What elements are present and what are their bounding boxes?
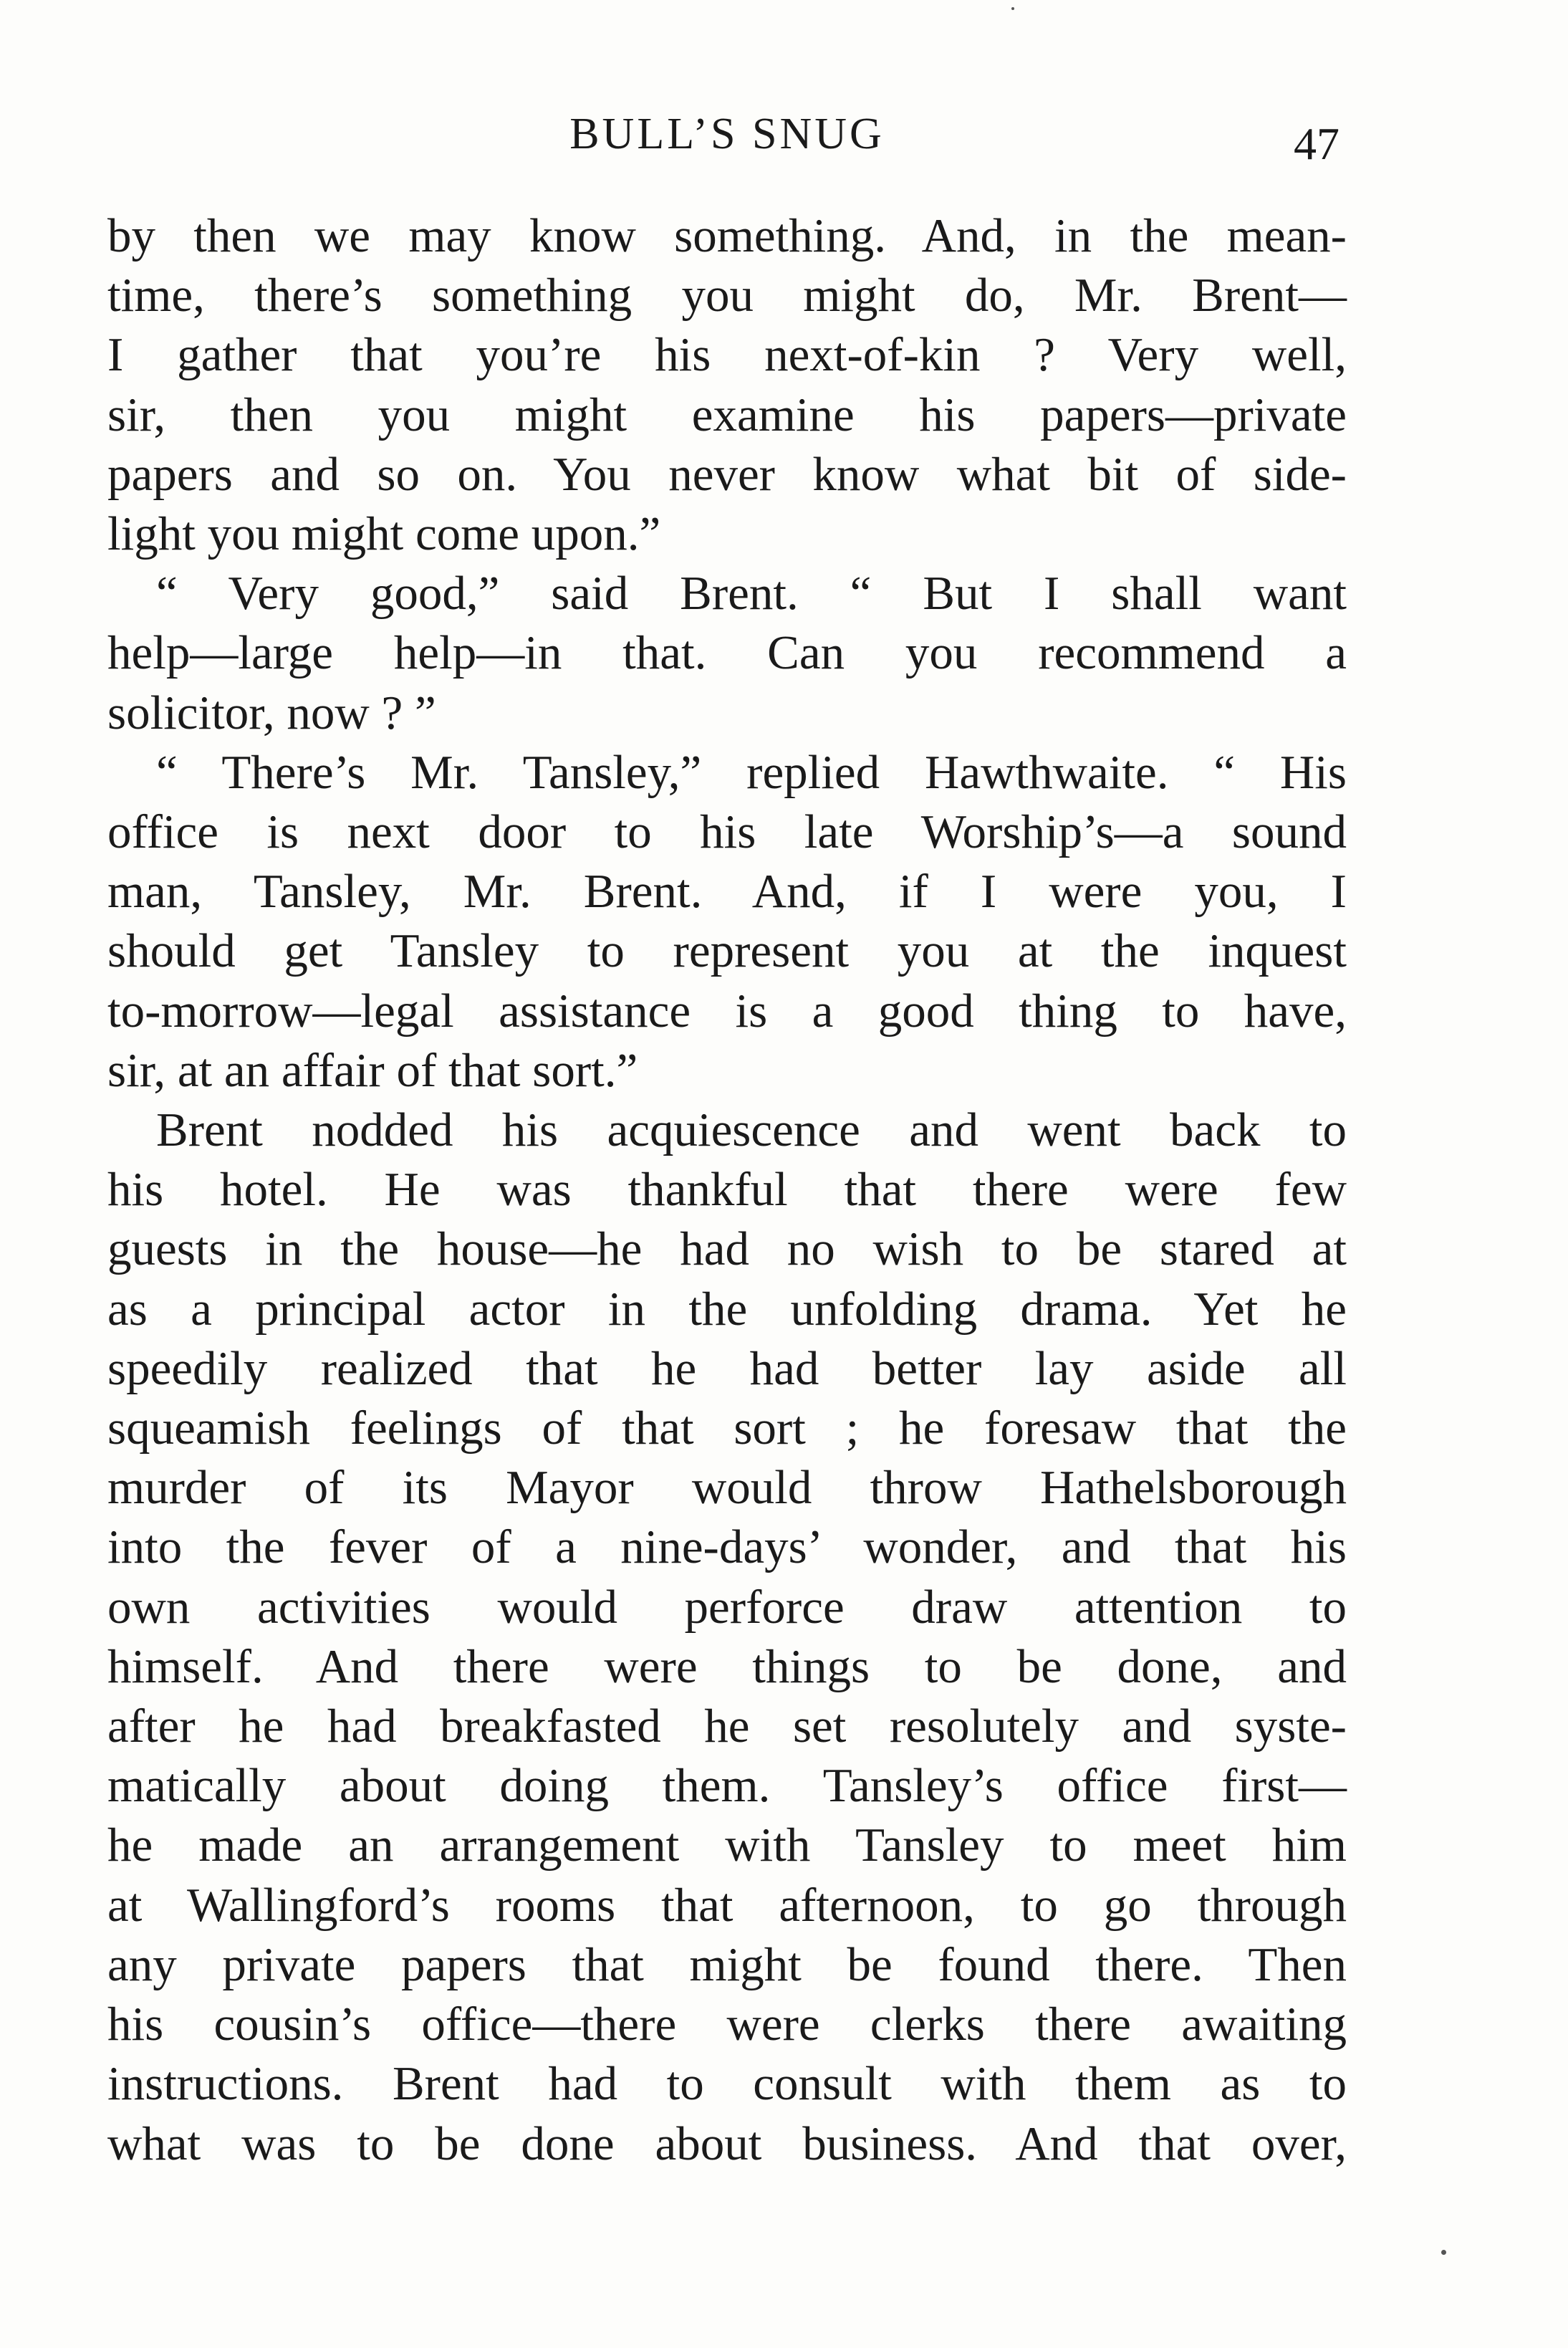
text-line: should get Tansley to represent you at the inquest: [107, 924, 1347, 978]
text-line: sir, then you might examine his papers—private: [107, 388, 1347, 441]
text-line: time, there’s something you might do, Mr. Brent—: [107, 269, 1347, 322]
text-line: murder of its Mayor would throw Hathelsborough: [107, 1461, 1347, 1515]
text-line: own activities would perforce draw attention to: [107, 1580, 1347, 1634]
text-line: he made an arrangement with Tansley to meet him: [107, 1818, 1347, 1872]
paper-speck: [1011, 7, 1014, 10]
paper-speck: [1441, 2250, 1446, 2255]
text-line: his hotel. He was thankful that there were few: [107, 1163, 1347, 1217]
text-line: what was to be done about business. And that over,: [107, 2117, 1347, 2170]
text-line: solicitor, now ? ”: [107, 686, 436, 739]
text-line: light you might come upon.”: [107, 507, 661, 561]
text-line: to-morrow—legal assistance is a good thing to have,: [107, 984, 1347, 1038]
page-number: 47: [1294, 118, 1339, 169]
text-line: at Wallingford’s rooms that afternoon, to go through: [107, 1878, 1347, 1932]
text-line: I gather that you’re his next-of-kin ? Very well,: [107, 328, 1347, 382]
text-line: as a principal actor in the unfolding drama. Yet he: [107, 1282, 1347, 1336]
text-line: guests in the house—he had no wish to be stared at: [107, 1222, 1347, 1276]
text-line: any private papers that might be found there. Then: [107, 1937, 1347, 1991]
text-line: by then we may know something. And, in the mean-: [107, 209, 1347, 262]
text-line: “ Very good,” said Brent. “ But I shall want: [156, 567, 1347, 620]
text-line: speedily realized that he had better lay aside all: [107, 1341, 1347, 1395]
text-line: himself. And there were things to be done, and: [107, 1639, 1347, 1693]
text-line: his cousin’s office—there were clerks there awaiting: [107, 1998, 1347, 2051]
text-line: sir, at an affair of that sort.”: [107, 1043, 638, 1097]
text-line: papers and so on. You never know what bit of side-: [107, 447, 1347, 501]
text-line: instructions. Brent had to consult with them as to: [107, 2057, 1347, 2111]
text-line: help—large help—in that. Can you recommend a: [107, 626, 1347, 680]
text-line: after he had breakfasted he set resolutely and syste-: [107, 1700, 1347, 1753]
text-line: Brent nodded his acquiescence and went back to: [156, 1103, 1347, 1157]
text-line: into the fever of a nine-days’ wonder, and that his: [107, 1520, 1347, 1574]
text-line: matically about doing them. Tansley’s office first—: [107, 1759, 1347, 1813]
body-text: [107, 206, 1347, 2174]
running-head: [107, 102, 1347, 169]
running-title: BULL’S SNUG: [569, 110, 885, 158]
text-line: “ There’s Mr. Tansley,” replied Hawthwaite. “ His: [156, 745, 1347, 799]
text-line: squeamish feelings of that sort ; he foresaw that the: [107, 1401, 1347, 1455]
text-line: man, Tansley, Mr. Brent. And, if I were you, I: [107, 865, 1347, 919]
text-line: office is next door to his late Worship’s—a sound: [107, 805, 1347, 859]
